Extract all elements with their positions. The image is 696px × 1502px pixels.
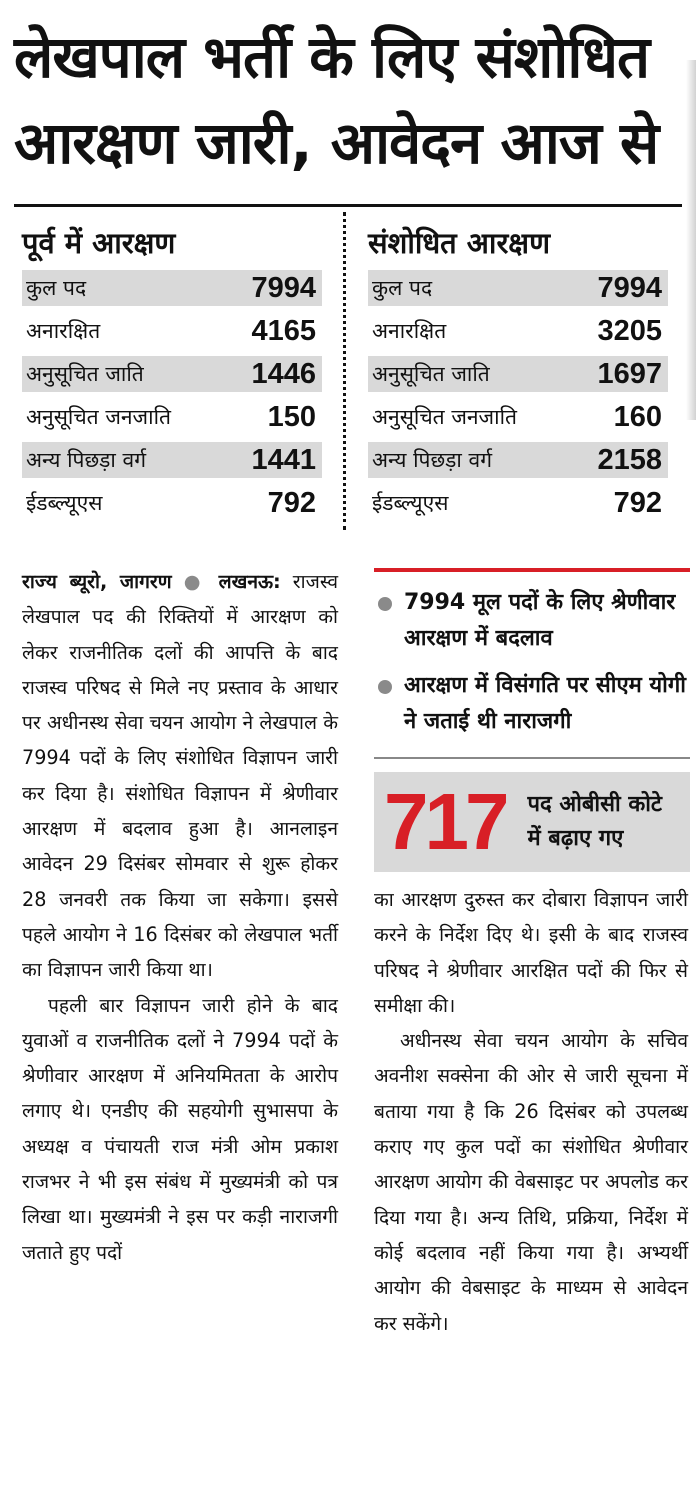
bullet-icon xyxy=(378,597,392,611)
highlights-bottom-rule xyxy=(374,757,690,759)
highlights-list xyxy=(374,585,690,751)
row-value: 3205 xyxy=(597,314,662,347)
article-text: राजस्व लेखपाल पद की रिक्तियों में आरक्षण को लेकर राजनीतिक दलों की आपत्ति के बाद राजस्व परिषद से मिले नए प्रस्ताव के आधार पर अधीनस्थ सेवा चयन आयोग ने लेखपाल के 7994 पदों के लिए संशोधित विज्ञापन जारी कर दिया है। संशोधित विज्ञापन में श्रेणीवार आरक्षण में बदलाव हुआ है। आनलाइन आवेदन 29 दिसंबर सोमवार से शुरू होकर 28 जनवरी तक किया जा सकेगा। इससे पहले आयोग ने 16 दिसंबर को लेखपाल भर्ती का विज्ञापन जारी किया था। xyxy=(22,570,338,982)
highlight-text: आरक्षण में विसंगति पर सीएम योगी ने जताई थी नाराजगी xyxy=(404,673,686,734)
headline-line-1: लेखपाल भर्ती के लिए संशोधित xyxy=(14,23,650,91)
row-value: 1446 xyxy=(251,357,316,390)
article-column-left xyxy=(22,564,338,1270)
row-label: अनुसूचित जाति xyxy=(26,362,144,386)
highlight-item xyxy=(374,585,690,657)
revised-table-title: संशोधित आरक्षण xyxy=(368,226,551,260)
headline-rule xyxy=(14,204,682,207)
headline-line-2: आरक्षण जारी, आवेदन आज से xyxy=(14,109,659,177)
article-column-right xyxy=(374,882,688,1341)
table-row xyxy=(368,485,668,521)
row-value: 2158 xyxy=(597,443,662,476)
table-divider xyxy=(343,212,346,530)
table-row xyxy=(22,399,322,435)
table-row xyxy=(368,270,668,306)
row-value: 1441 xyxy=(251,443,316,476)
row-label: कुल पद xyxy=(26,276,87,300)
highlights-top-rule xyxy=(374,568,690,572)
article-paragraph-3: का आरक्षण दुरुस्त कर दोबारा विज्ञापन जारी करने के निर्देश दिए थे। इसी के बाद राजस्व परिषद ने श्रेणीवार आरक्षित पदों की फिर से समीक्षा की। xyxy=(374,888,688,1017)
table-row xyxy=(368,399,668,435)
row-label: अनुसूचित जनजाति xyxy=(372,405,517,429)
row-value: 4165 xyxy=(251,314,316,347)
row-value: 1697 xyxy=(597,357,662,390)
article-paragraph-2: पहली बार विज्ञापन जारी होने के बाद युवाओं व राजनीतिक दलों ने 7994 पदों के श्रेणीवार आरक्षण में अनियमितता के आरोप लगाए थे। एनडीए की सहयोगी सुभासपा के अध्यक्ष व पंचायती राज मंत्री ओम प्रकाश राजभर ने भी इस संबंध में मुख्यमंत्री को पत्र लिखा था। मुख्यमंत्री ने इस पर कड़ी नाराजगी जताते हुए पदों xyxy=(22,993,338,1264)
callout-number: 717 xyxy=(384,777,506,866)
row-label: अनुसूचित जाति xyxy=(372,362,490,386)
callout-caption-line-2: में बढ़ाए गए xyxy=(527,826,624,851)
table-row xyxy=(22,270,322,306)
row-label: ईडब्ल्यूएस xyxy=(372,491,449,515)
row-label: कुल पद xyxy=(372,276,433,300)
callout-caption-line-1: पद ओबीसी कोटे xyxy=(527,792,662,817)
row-label: अनारक्षित xyxy=(372,319,447,343)
callout-caption xyxy=(527,788,662,856)
table-row xyxy=(22,442,322,478)
revised-reservation-table xyxy=(368,222,668,528)
article-paragraph-4: अधीनस्थ सेवा चयन आयोग के सचिव अवनीश सक्सेना की ओर से जारी सूचना में बताया गया है कि 26 दिसंबर को उपलब्ध कराए गए कुल पदों का संशोधित श्रेणीवार आरक्षण आयोग की वेबसाइट पर अपलोड कर दिया गया है। अन्य तिथि, प्रक्रिया, निर्देश में कोई बदलाव नहीं किया गया है। अभ्यर्थी आयोग की वेबसाइट के माध्यम से आवेदन कर सकेंगे। xyxy=(374,1029,688,1335)
row-value: 160 xyxy=(613,400,662,433)
byline: राज्य ब्यूरो, जागरण xyxy=(22,570,172,593)
table-row xyxy=(22,313,322,349)
article-paragraph-1 xyxy=(22,564,338,988)
callout-box xyxy=(374,772,690,872)
table-row xyxy=(22,485,322,521)
table-row xyxy=(368,442,668,478)
row-value: 792 xyxy=(267,486,316,519)
row-value: 792 xyxy=(613,486,662,519)
row-value: 7994 xyxy=(251,271,316,304)
page-edge-shadow xyxy=(686,60,696,420)
table-row xyxy=(22,356,322,392)
headline xyxy=(14,14,684,186)
previous-reservation-table xyxy=(22,222,322,528)
highlight-item xyxy=(374,668,690,740)
row-label: अनुसूचित जनजाति xyxy=(26,405,171,429)
row-label: अन्य पिछड़ा वर्ग xyxy=(372,448,493,472)
row-value: 7994 xyxy=(597,271,662,304)
highlight-text: 7994 मूल पदों के लिए श्रेणीवार आरक्षण में बदलाव xyxy=(404,590,676,651)
table-row xyxy=(368,356,668,392)
row-label: ईडब्ल्यूएस xyxy=(26,491,103,515)
dateline: लखनऊ: xyxy=(218,570,281,593)
bullet-icon xyxy=(378,680,392,694)
separator-dot-icon: ● xyxy=(183,570,207,593)
table-row xyxy=(368,313,668,349)
row-label: अन्य पिछड़ा वर्ग xyxy=(26,448,147,472)
previous-table-title: पूर्व में आरक्षण xyxy=(22,226,176,260)
row-value: 150 xyxy=(267,400,316,433)
row-label: अनारक्षित xyxy=(26,319,101,343)
